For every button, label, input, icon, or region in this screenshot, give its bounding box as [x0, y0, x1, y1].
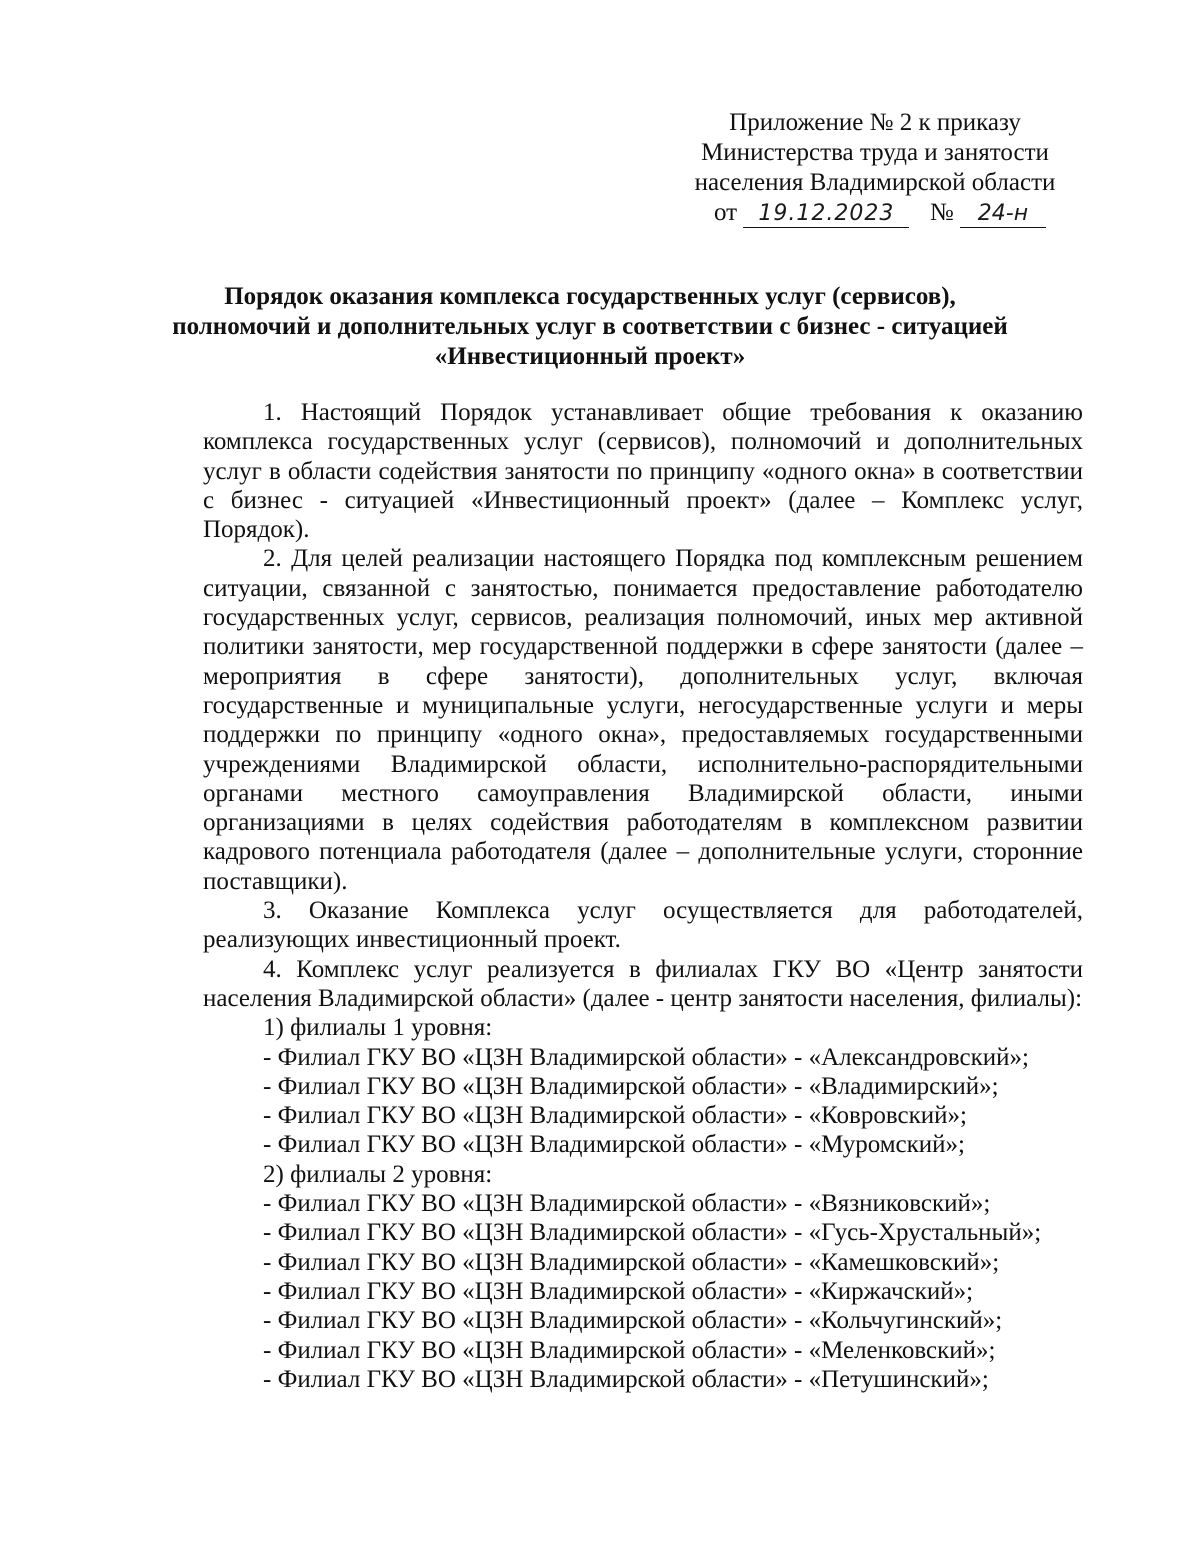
list-item: - Филиал ГКУ ВО «ЦЗН Владимирской области» - «Киржачский»;: [263, 1277, 974, 1305]
appendix-header-line3: населения Владимирской области: [694, 169, 1056, 196]
list-item: - Филиал ГКУ ВО «ЦЗН Владимирской области» - «Меленковский»;: [263, 1336, 996, 1364]
handwritten-date: 19.12.2023: [743, 201, 909, 228]
list-item: - Филиал ГКУ ВО «ЦЗН Владимирской области» - «Вязниковский»;: [263, 1190, 991, 1218]
appendix-header-line1: Приложение № 2 к приказу: [729, 109, 1021, 136]
paragraph-1: 1. Настоящий Порядок устанавливает общие требования к оказанию комплекса государственных услуг (сервисов), полномочий и дополнительных услуг в области содействия занятости по принципу «одного окна» в соответствии с бизнес - ситуацией «Инвестиционный проект» (далее – Комплекс услуг, Порядок).: [203, 399, 1083, 544]
list-item: - Филиал ГКУ ВО «ЦЗН Владимирской области» - «Муромский»;: [263, 1131, 965, 1159]
document-title-line2: полномочий и дополнительных услуг в соответствии с бизнес - ситуацией: [172, 313, 1008, 340]
level2-heading: 2) филиалы 2 уровня:: [263, 1160, 493, 1188]
list-item: - Филиал ГКУ ВО «ЦЗН Владимирской области» - «Владимирский»;: [263, 1072, 999, 1100]
list-item: - Филиал ГКУ ВО «ЦЗН Владимирской области» - «Александровский»;: [263, 1043, 1029, 1071]
paragraph-2: 2. Для целей реализации настоящего Порядка под комплексным решением ситуации, связанной с занятостью, понимается предоставление работодателю государственных услуг, сервисов, реализация полномочий, иных мер активной политики занятости, мер государственной поддержки в сфере занятости (далее – мероприятия в сфере занятости), дополнительных услуг, включая государственные и муниципальные услуги, негосударственные услуги и меры поддержки по принципу «одного окна», предоставляемых государственными учреждениями Владимирской области, исполнительно-распорядительными органами местного самоуправления Владимирской области, иными организациями в целях содействия работодателям в комплексном развитии кадрового потенциала работодателя (далее – дополнительные услуги, сторонние поставщики).: [203, 545, 1083, 895]
document-title: [150, 282, 1030, 372]
list-item: - Филиал ГКУ ВО «ЦЗН Владимирской области» - «Ковровский»;: [263, 1102, 967, 1130]
paragraph-3: 3. Оказание Комплекса услуг осуществляется для работодателей, реализующих инвестиционный проект.: [203, 897, 1083, 954]
document-body: [203, 398, 1083, 1394]
list-item: - Филиал ГКУ ВО «ЦЗН Владимирской области» - «Кольчугинский»;: [263, 1307, 1003, 1335]
appendix-header-line2: Министерства труда и занятости: [701, 139, 1049, 166]
date-prefix: от: [714, 199, 738, 226]
level1-heading: 1) филиалы 1 уровня:: [263, 1014, 493, 1042]
list-item: - Филиал ГКУ ВО «ЦЗН Владимирской области» - «Петушинский»;: [263, 1365, 989, 1393]
number-prefix: №: [929, 199, 954, 226]
document-title-line3: «Инвестиционный проект»: [434, 343, 746, 370]
appendix-date-line: [660, 198, 1090, 228]
list-item: - Филиал ГКУ ВО «ЦЗН Владимирской области» - «Камешковский»;: [263, 1248, 1000, 1276]
document-title-line1: Порядок оказания комплекса государственных услуг (сервисов),: [224, 283, 956, 310]
appendix-header: [660, 108, 1090, 228]
handwritten-order-number: 24-н: [960, 201, 1046, 228]
list-item: - Филиал ГКУ ВО «ЦЗН Владимирской области» - «Гусь-Хрустальный»;: [263, 1219, 1042, 1247]
paragraph-4: 4. Комплекс услуг реализуется в филиалах ГКУ ВО «Центр занятости населения Владимирской области» (далее - центр занятости населения, филиалы):: [203, 955, 1083, 1012]
